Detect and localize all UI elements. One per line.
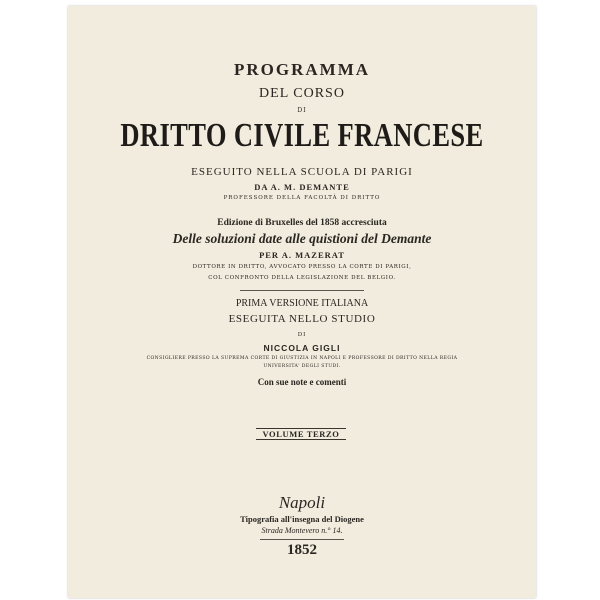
- translator-role-2: UNIVERSITA' DEGLI STUDI.: [263, 364, 341, 369]
- edition-line: Edizione di Bruxelles del 1858 accresciuta: [217, 218, 387, 228]
- volume-label: VOLUME TERZO: [256, 428, 346, 440]
- address: Strada Montevero n.° 14.: [261, 526, 343, 535]
- school-line: ESEGUITO NELLA SCUOLA DI PARIGI: [191, 166, 413, 178]
- studio-line: ESEGUITA NELLO STUDIO: [228, 313, 376, 325]
- version-line: PRIMA VERSIONE ITALIANA: [235, 298, 369, 309]
- editor-role-2: COL CONFRONTO DELLA LEGISLAZIONE DEL BELGIO.: [208, 275, 396, 281]
- heading: PROGRAMMA: [233, 60, 371, 79]
- title-page: [68, 6, 536, 598]
- connector-di: DI: [297, 107, 307, 114]
- translator-name: NICCOLA GIGLI: [263, 343, 341, 353]
- connector-di: DI: [297, 332, 307, 338]
- city: Napoli: [278, 493, 326, 512]
- publication-year: 1852: [287, 542, 317, 558]
- author-role: PROFESSORE DELLA FACOLTÀ DI DRITTO: [223, 195, 381, 201]
- solutions-line: Delle soluzioni date alle quistioni del Demante: [172, 231, 432, 246]
- main-title: DRITTO CIVILE FRANCESE: [120, 117, 484, 154]
- divider-rule: [260, 539, 344, 540]
- divider-rule: [240, 290, 364, 291]
- author-line: DA A. M. DEMANTE: [254, 182, 350, 192]
- editor-line: PER A. MAZERAT: [259, 250, 345, 260]
- editor-role-1: DOTTORE IN DRITTO, AVVOCATO PRESSO LA CORTE DI PARIGI,: [192, 264, 412, 270]
- translator-role-1: CONSIGLIERE PRESSO LA SUPREMA CORTE DI GIUSTIZIA IN NAPOLI E PROFESSORE DI DRITTO NELLA REGIA: [146, 356, 458, 361]
- notes-line: Con sue note e comenti: [257, 377, 347, 387]
- printer: Tipografia all'insegna del Diogene: [240, 514, 364, 524]
- subheading: DEL CORSO: [259, 86, 345, 101]
